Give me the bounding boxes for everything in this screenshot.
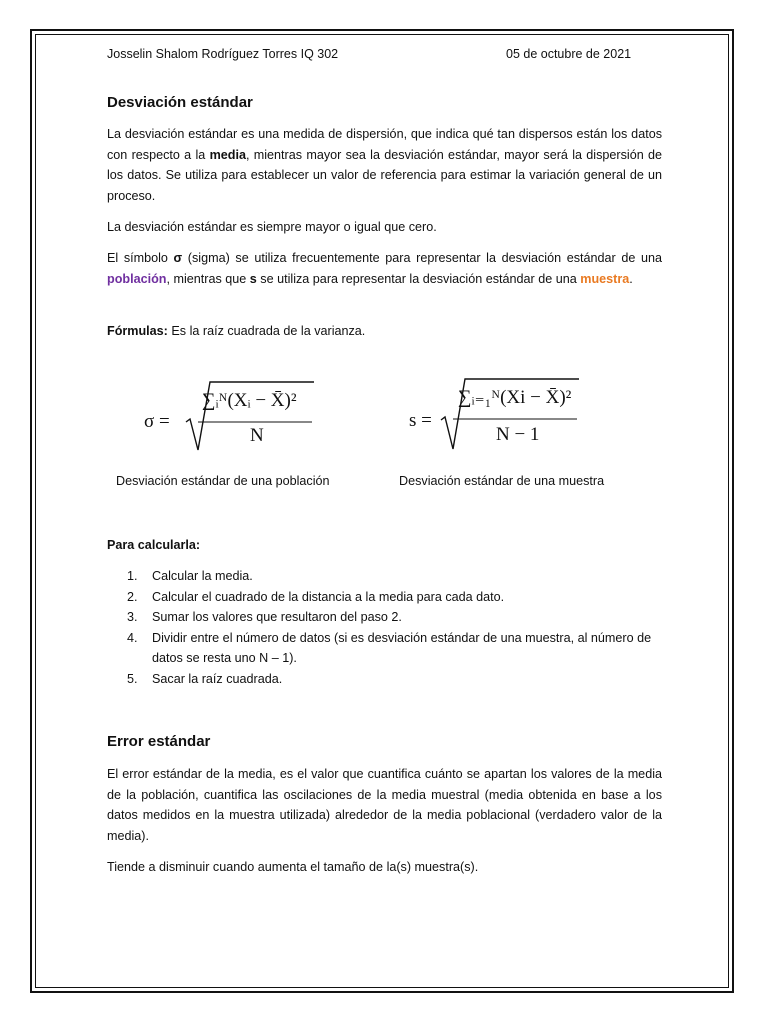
paragraph-error-sample-size: Tiende a disminuir cuando aumenta el tamaño de la(s) muestra(s).	[107, 860, 479, 874]
step-number: 3.	[127, 610, 138, 624]
steps-title: Para calcularla:	[107, 538, 201, 552]
paragraph-symbols	[107, 248, 662, 289]
word-poblacion: población	[107, 271, 167, 286]
section-title-desviacion: Desviación estándar	[107, 94, 253, 111]
p1-text-b: , mientras mayor sea la desviación estándar, mayor será la dispersión de los datos. Se utiliza para establecer un valor de referencia para estimar la variación general de un proceso.	[107, 147, 662, 203]
list-item	[107, 587, 667, 608]
step-text: Calcular la media.	[152, 569, 253, 583]
step-text: Sacar la raíz cuadrada.	[152, 671, 283, 686]
step-text: Dividir entre el número de datos (si es desviación estándar de una muestra, al número de datos se resta uno N – 1).	[152, 630, 652, 665]
p1-bold-media: media	[209, 147, 246, 162]
formula-population-denominator: N	[250, 425, 264, 446]
formulas-label: Fórmulas:	[107, 324, 168, 338]
author-line: Josselin Shalom Rodríguez Torres IQ 302	[107, 47, 339, 61]
p3-text-1: El símbolo	[107, 251, 174, 265]
formula-sample-denominator: N − 1	[496, 424, 540, 445]
paragraph-definition	[107, 124, 662, 206]
list-item	[107, 566, 667, 587]
p1-text-a: La desviación estándar es una medida de dispersión, que indica qué tan dispersos están los datos con respecto a la	[107, 127, 662, 162]
step-number: 1.	[127, 569, 138, 583]
p3-text-4: se utiliza para representar la desviación estándar de una	[256, 271, 581, 286]
p3-text-5: .	[629, 271, 633, 286]
p3-text-3: , mientras que	[166, 271, 250, 286]
list-item	[107, 607, 667, 628]
word-muestra: muestra	[580, 271, 630, 286]
paragraph-error-definition: El error estándar de la media, es el valor que cuantifica cuánto se apartan los valores de la media de la población, cuantifica las oscilaciones de la media muestral (media obtenida en base a los datos medidos en la muestra utilizada) alrededor de la media poblacional (verdadero valor de la media).	[107, 767, 662, 843]
step-number: 4.	[127, 630, 138, 645]
list-item	[107, 669, 667, 690]
step-text: Calcular el cuadrado de la distancia a la media para cada dato.	[152, 589, 505, 604]
paragraph-nonnegative: La desviación estándar es siempre mayor o igual que cero.	[107, 220, 437, 234]
formulas-text: Es la raíz cuadrada de la varianza.	[167, 324, 366, 338]
p3-text-2: (sigma) se utiliza frecuentemente para representar la desviación estándar de una	[182, 251, 662, 265]
formulas-line	[107, 321, 662, 342]
list-item	[107, 628, 667, 669]
step-number: 2.	[127, 589, 138, 604]
steps-list	[107, 566, 667, 689]
s-symbol: s	[249, 271, 257, 286]
step-number: 5.	[127, 671, 138, 686]
formula-population-lhs: σ =	[144, 411, 170, 432]
section-title-error: Error estándar	[107, 733, 211, 750]
date-line: 05 de octubre de 2021	[506, 47, 632, 61]
caption-sample: Desviación estándar de una muestra	[399, 474, 605, 488]
step-text: Sumar los valores que resultaron del paso 2.	[152, 610, 402, 624]
sigma-symbol: σ	[173, 251, 183, 265]
formula-sample-lhs: s =	[409, 410, 432, 431]
formula-sample-numerator: ∑ᵢ₌₁ᴺ(Xi − X̄)²	[458, 387, 572, 408]
caption-population: Desviación estándar de una población	[116, 474, 330, 488]
formula-population-numerator: ∑ᵢᴺ(Xᵢ − X̄)²	[202, 390, 297, 411]
